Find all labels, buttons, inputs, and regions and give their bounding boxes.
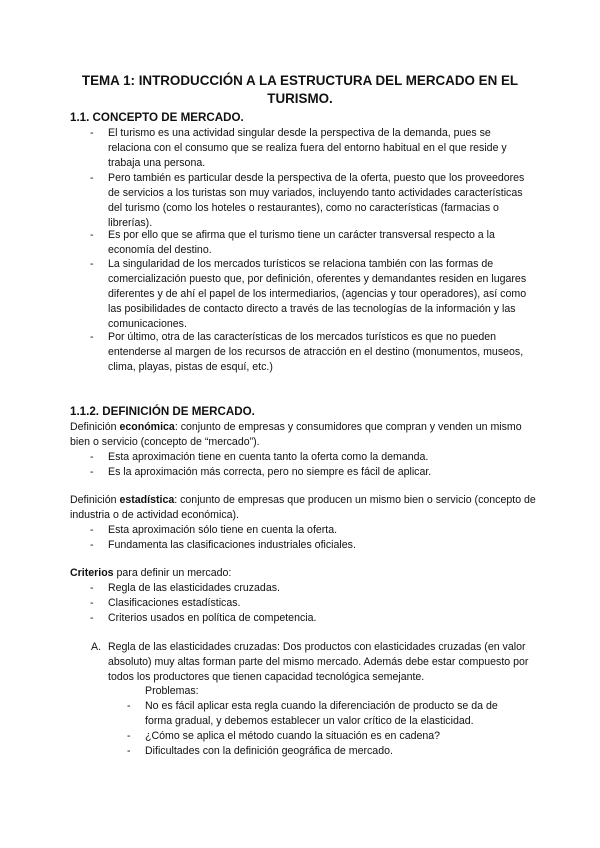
enumerator-label: A.	[91, 641, 102, 653]
definition-keyword: económica	[119, 421, 175, 433]
bullet-dash: -	[127, 700, 131, 712]
definition-prefix: Definición	[70, 494, 120, 506]
criteria-text: para definir un mercado:	[113, 567, 232, 579]
list-item: Es la aproximación más correcta, pero no siempre es fácil de aplicar.	[108, 466, 432, 478]
criteria-intro	[70, 566, 540, 581]
section-heading-definicion: 1.1.2. DEFINICIÓN DE MERCADO.	[70, 405, 255, 418]
definition-prefix: Definición	[70, 421, 120, 433]
list-item: Criterios usados en política de competencia.	[108, 612, 317, 624]
definition-estadistica	[70, 493, 540, 523]
definition-text: : conjunto de empresas y consumidores que compran y venden un mismo bien o servicio (concepto de “mercado”).	[70, 421, 522, 448]
list-item: No es fácil aplicar esta regla cuando la diferenciación de producto se da de forma gradual, y debemos establecer un valor crítico de la elasticidad.	[145, 700, 498, 727]
list-item: Esta aproximación sólo tiene en cuenta la oferta.	[108, 524, 338, 536]
bullet-dash: -	[90, 539, 94, 551]
bullet-dash: -	[90, 582, 94, 594]
bullet-dash: -	[127, 730, 131, 742]
list-item: Regla de las elasticidades cruzadas.	[108, 582, 280, 594]
list-item: La singularidad de los mercados turísticos se relaciona también con las formas de comercialización puesto que, por definición, oferentes y demandantes residen en lugares diferentes y de ahí el papel de los intermediarios, (agencias y tour operadores), así como las posibilidades de contacto directo a través de las tecnologías de la información y las comunicaciones.	[108, 258, 527, 330]
bullet-dash: -	[90, 466, 94, 478]
bullet-dash: -	[90, 258, 94, 270]
definition-keyword: estadística	[119, 494, 175, 506]
list-item: Es por ello que se afirma que el turismo tiene un carácter transversal respecto a la economía del destino.	[108, 229, 495, 256]
list-item: Fundamenta las clasificaciones industriales oficiales.	[108, 539, 356, 551]
section-heading-concepto: 1.1. CONCEPTO DE MERCADO.	[70, 111, 244, 124]
list-item: Dificultades con la definición geográfica de mercado.	[145, 745, 393, 757]
bullet-dash: -	[90, 127, 94, 139]
bullet-dash: -	[90, 597, 94, 609]
list-item: ¿Cómo se aplica el método cuando la situación es en cadena?	[145, 730, 441, 742]
bullet-dash: -	[90, 612, 94, 624]
list-item: Por último, otra de las características de los mercados turísticos es que no pueden entenderse al margen de los recursos de atracción en el destino (monumentos, museos, clima, playas, pistas de esquí, etc.)	[108, 331, 524, 373]
list-item: Clasificaciones estadísticas.	[108, 597, 241, 609]
definition-economica	[70, 420, 540, 450]
bullet-dash: -	[90, 172, 94, 184]
list-item: El turismo es una actividad singular desde la perspectiva de la demanda, pues se relaciona con el consumo que se realiza fuera del entorno habitual en el que reside y trabaja una persona.	[108, 127, 507, 169]
criteria-keyword: Criterios	[70, 567, 114, 579]
bullet-dash: -	[90, 524, 94, 536]
definition-text: : conjunto de empresas que producen un mismo bien o servicio (concepto de industria o de actividad económica).	[70, 494, 536, 521]
bullet-dash: -	[90, 331, 94, 343]
bullet-dash: -	[127, 745, 131, 757]
page-title: TEMA 1: INTRODUCCIÓN A LA ESTRUCTURA DEL MERCADO EN EL TURISMO.	[81, 73, 519, 106]
bullet-dash: -	[90, 229, 94, 241]
rule-a-text: Regla de las elasticidades cruzadas: Dos productos con elasticidades cruzadas (en valor absoluto) muy altas forman parte del mismo mercado. Además debe estar compuesto por todos los productores que tienen capacidad tecnológica semejante.	[108, 641, 529, 683]
list-item: Pero también es particular desde la perspectiva de la oferta, puesto que los proveedores de servicios a los turistas son muy variados, incluyendo tanto actividades características del turismo (como los hoteles o restaurantes), como no características (farmacias o librerías).	[108, 172, 525, 229]
problems-label: Problemas:	[145, 685, 199, 697]
bullet-dash: -	[90, 451, 94, 463]
list-item: Esta aproximación tiene en cuenta tanto la oferta como la demanda.	[108, 451, 429, 463]
